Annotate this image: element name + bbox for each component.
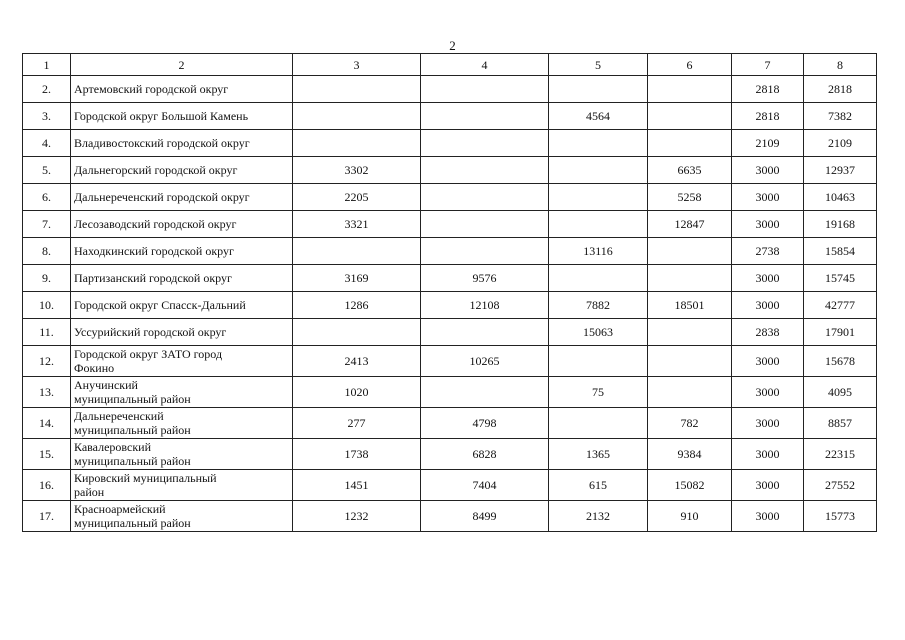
- value-cell-c5: [549, 408, 648, 439]
- value-cell-c4: [421, 103, 549, 130]
- municipality-name-line: Уссурийский городской округ: [74, 325, 227, 339]
- column-header: 1: [23, 54, 71, 76]
- value-cell-c5: 1365: [549, 439, 648, 470]
- row-number: 17.: [23, 501, 71, 532]
- value-cell-c6: [648, 76, 732, 103]
- value-cell-c8: 15745: [804, 265, 877, 292]
- row-number: 10.: [23, 292, 71, 319]
- municipality-name: [71, 292, 293, 319]
- municipality-name-line: Дальнереченский городской округ: [74, 190, 250, 204]
- value-cell-c5: [549, 211, 648, 238]
- value-cell-c5: 2132: [549, 501, 648, 532]
- value-cell-c5: 615: [549, 470, 648, 501]
- value-cell-c4: 8499: [421, 501, 549, 532]
- value-cell-c4: [421, 211, 549, 238]
- value-cell-c6: 782: [648, 408, 732, 439]
- value-cell-c7: 3000: [732, 470, 804, 501]
- municipality-name-line: Владивостокский городской округ: [74, 136, 250, 150]
- value-cell-c5: [549, 346, 648, 377]
- value-cell-c3: 3321: [293, 211, 421, 238]
- municipality-name: [71, 184, 293, 211]
- municipality-name-line: Дальнегорский городской округ: [74, 163, 238, 177]
- value-cell-c3: [293, 130, 421, 157]
- value-cell-c7: 2818: [732, 76, 804, 103]
- municipality-name-line: муниципальный район: [74, 454, 191, 468]
- data-table: [22, 53, 877, 532]
- value-cell-c8: 27552: [804, 470, 877, 501]
- municipality-name-line: Анучинский: [74, 378, 138, 392]
- municipality-name-line: Артемовский городской округ: [74, 82, 229, 96]
- value-cell-c4: [421, 319, 549, 346]
- value-cell-c8: 17901: [804, 319, 877, 346]
- value-cell-c4: 6828: [421, 439, 549, 470]
- table-row: [23, 211, 877, 238]
- row-number: 11.: [23, 319, 71, 346]
- table-header-row: [23, 54, 877, 76]
- municipality-name-line: Городской округ Спасск-Дальний: [74, 298, 246, 312]
- table-row: [23, 238, 877, 265]
- municipality-name: [71, 211, 293, 238]
- row-number: 5.: [23, 157, 71, 184]
- municipality-name-line: муниципальный район: [74, 392, 191, 406]
- row-number: 3.: [23, 103, 71, 130]
- value-cell-c6: 6635: [648, 157, 732, 184]
- value-cell-c5: 15063: [549, 319, 648, 346]
- row-number: 9.: [23, 265, 71, 292]
- value-cell-c4: 9576: [421, 265, 549, 292]
- row-number: 13.: [23, 377, 71, 408]
- municipality-name-line: район: [74, 485, 105, 499]
- value-cell-c8: 2109: [804, 130, 877, 157]
- row-number: 14.: [23, 408, 71, 439]
- value-cell-c7: 3000: [732, 501, 804, 532]
- value-cell-c3: 2205: [293, 184, 421, 211]
- value-cell-c8: 8857: [804, 408, 877, 439]
- value-cell-c3: [293, 103, 421, 130]
- municipality-name: [71, 103, 293, 130]
- row-number: 12.: [23, 346, 71, 377]
- value-cell-c7: 3000: [732, 211, 804, 238]
- municipality-name: [71, 346, 293, 377]
- value-cell-c3: [293, 319, 421, 346]
- value-cell-c3: [293, 76, 421, 103]
- value-cell-c8: 42777: [804, 292, 877, 319]
- value-cell-c7: 3000: [732, 377, 804, 408]
- column-header: 8: [804, 54, 877, 76]
- municipality-name: [71, 265, 293, 292]
- value-cell-c6: 12847: [648, 211, 732, 238]
- value-cell-c8: 19168: [804, 211, 877, 238]
- municipality-name-line: Кавалеровский: [74, 440, 152, 454]
- value-cell-c8: 7382: [804, 103, 877, 130]
- municipality-name: [71, 76, 293, 103]
- municipality-name-line: Красноармейский: [74, 502, 166, 516]
- value-cell-c6: [648, 346, 732, 377]
- row-number: 15.: [23, 439, 71, 470]
- municipality-name-line: Городской округ Большой Камень: [74, 109, 249, 123]
- value-cell-c7: 3000: [732, 346, 804, 377]
- table-row: [23, 439, 877, 470]
- value-cell-c7: 3000: [732, 292, 804, 319]
- municipality-name: [71, 319, 293, 346]
- table-row: [23, 319, 877, 346]
- value-cell-c8: 15773: [804, 501, 877, 532]
- value-cell-c7: 3000: [732, 439, 804, 470]
- value-cell-c8: 12937: [804, 157, 877, 184]
- table-row: [23, 408, 877, 439]
- column-header: 2: [71, 54, 293, 76]
- value-cell-c5: 75: [549, 377, 648, 408]
- value-cell-c4: 10265: [421, 346, 549, 377]
- value-cell-c8: 22315: [804, 439, 877, 470]
- column-header: 5: [549, 54, 648, 76]
- table-row: [23, 346, 877, 377]
- table-row: [23, 157, 877, 184]
- table-row: [23, 76, 877, 103]
- municipality-name-line: муниципальный район: [74, 423, 191, 437]
- row-number: 7.: [23, 211, 71, 238]
- row-number: 4.: [23, 130, 71, 157]
- column-header: 3: [293, 54, 421, 76]
- row-number: 16.: [23, 470, 71, 501]
- municipality-name-line: Дальнереченский: [74, 409, 164, 423]
- value-cell-c4: [421, 238, 549, 265]
- value-cell-c4: 7404: [421, 470, 549, 501]
- municipality-name: [71, 157, 293, 184]
- value-cell-c3: 277: [293, 408, 421, 439]
- value-cell-c7: 3000: [732, 265, 804, 292]
- municipality-name: [71, 501, 293, 532]
- value-cell-c4: [421, 130, 549, 157]
- row-number: 6.: [23, 184, 71, 211]
- value-cell-c5: 4564: [549, 103, 648, 130]
- row-number: 8.: [23, 238, 71, 265]
- value-cell-c5: [549, 184, 648, 211]
- value-cell-c7: 2838: [732, 319, 804, 346]
- value-cell-c6: [648, 103, 732, 130]
- value-cell-c8: 15854: [804, 238, 877, 265]
- value-cell-c8: 4095: [804, 377, 877, 408]
- value-cell-c3: [293, 238, 421, 265]
- value-cell-c3: 3302: [293, 157, 421, 184]
- municipality-name: [71, 238, 293, 265]
- value-cell-c7: 2818: [732, 103, 804, 130]
- value-cell-c4: [421, 76, 549, 103]
- table-row: [23, 103, 877, 130]
- value-cell-c6: 5258: [648, 184, 732, 211]
- value-cell-c8: 15678: [804, 346, 877, 377]
- table-row: [23, 292, 877, 319]
- value-cell-c7: 2738: [732, 238, 804, 265]
- value-cell-c3: 1451: [293, 470, 421, 501]
- table-row: [23, 184, 877, 211]
- value-cell-c6: [648, 130, 732, 157]
- municipality-name-line: Партизанский городской округ: [74, 271, 232, 285]
- table-row: [23, 501, 877, 532]
- value-cell-c7: 3000: [732, 157, 804, 184]
- column-header: 6: [648, 54, 732, 76]
- value-cell-c6: [648, 377, 732, 408]
- value-cell-c8: 10463: [804, 184, 877, 211]
- municipality-name-line: Кировский муниципальный: [74, 471, 217, 485]
- value-cell-c4: [421, 184, 549, 211]
- value-cell-c5: [549, 157, 648, 184]
- value-cell-c6: 15082: [648, 470, 732, 501]
- municipality-name-line: Находкинский городской округ: [74, 244, 234, 258]
- value-cell-c5: 7882: [549, 292, 648, 319]
- value-cell-c3: 1738: [293, 439, 421, 470]
- value-cell-c4: [421, 377, 549, 408]
- value-cell-c5: 13116: [549, 238, 648, 265]
- municipality-name: [71, 439, 293, 470]
- value-cell-c4: 4798: [421, 408, 549, 439]
- value-cell-c3: 1020: [293, 377, 421, 408]
- value-cell-c7: 3000: [732, 184, 804, 211]
- value-cell-c4: [421, 157, 549, 184]
- value-cell-c7: 2109: [732, 130, 804, 157]
- municipality-name: [71, 377, 293, 408]
- column-header: 4: [421, 54, 549, 76]
- table-row: [23, 265, 877, 292]
- value-cell-c3: 1232: [293, 501, 421, 532]
- municipality-name-line: Лесозаводский городской округ: [74, 217, 237, 231]
- value-cell-c6: [648, 265, 732, 292]
- municipality-name-line: Фокино: [74, 361, 115, 375]
- value-cell-c6: [648, 319, 732, 346]
- table-row: [23, 470, 877, 501]
- value-cell-c5: [549, 76, 648, 103]
- column-header: 7: [732, 54, 804, 76]
- value-cell-c6: 18501: [648, 292, 732, 319]
- value-cell-c3: 2413: [293, 346, 421, 377]
- value-cell-c3: 1286: [293, 292, 421, 319]
- value-cell-c5: [549, 265, 648, 292]
- value-cell-c6: 9384: [648, 439, 732, 470]
- value-cell-c7: 3000: [732, 408, 804, 439]
- page-number: 2: [449, 38, 456, 53]
- municipality-name-line: Городской округ ЗАТО город: [74, 347, 223, 361]
- value-cell-c6: [648, 238, 732, 265]
- row-number: 2.: [23, 76, 71, 103]
- value-cell-c4: 12108: [421, 292, 549, 319]
- value-cell-c3: 3169: [293, 265, 421, 292]
- value-cell-c8: 2818: [804, 76, 877, 103]
- table-row: [23, 377, 877, 408]
- municipality-name: [71, 408, 293, 439]
- value-cell-c5: [549, 130, 648, 157]
- municipality-name-line: муниципальный район: [74, 516, 191, 530]
- municipality-name: [71, 130, 293, 157]
- municipality-name: [71, 470, 293, 501]
- value-cell-c6: 910: [648, 501, 732, 532]
- table-row: [23, 130, 877, 157]
